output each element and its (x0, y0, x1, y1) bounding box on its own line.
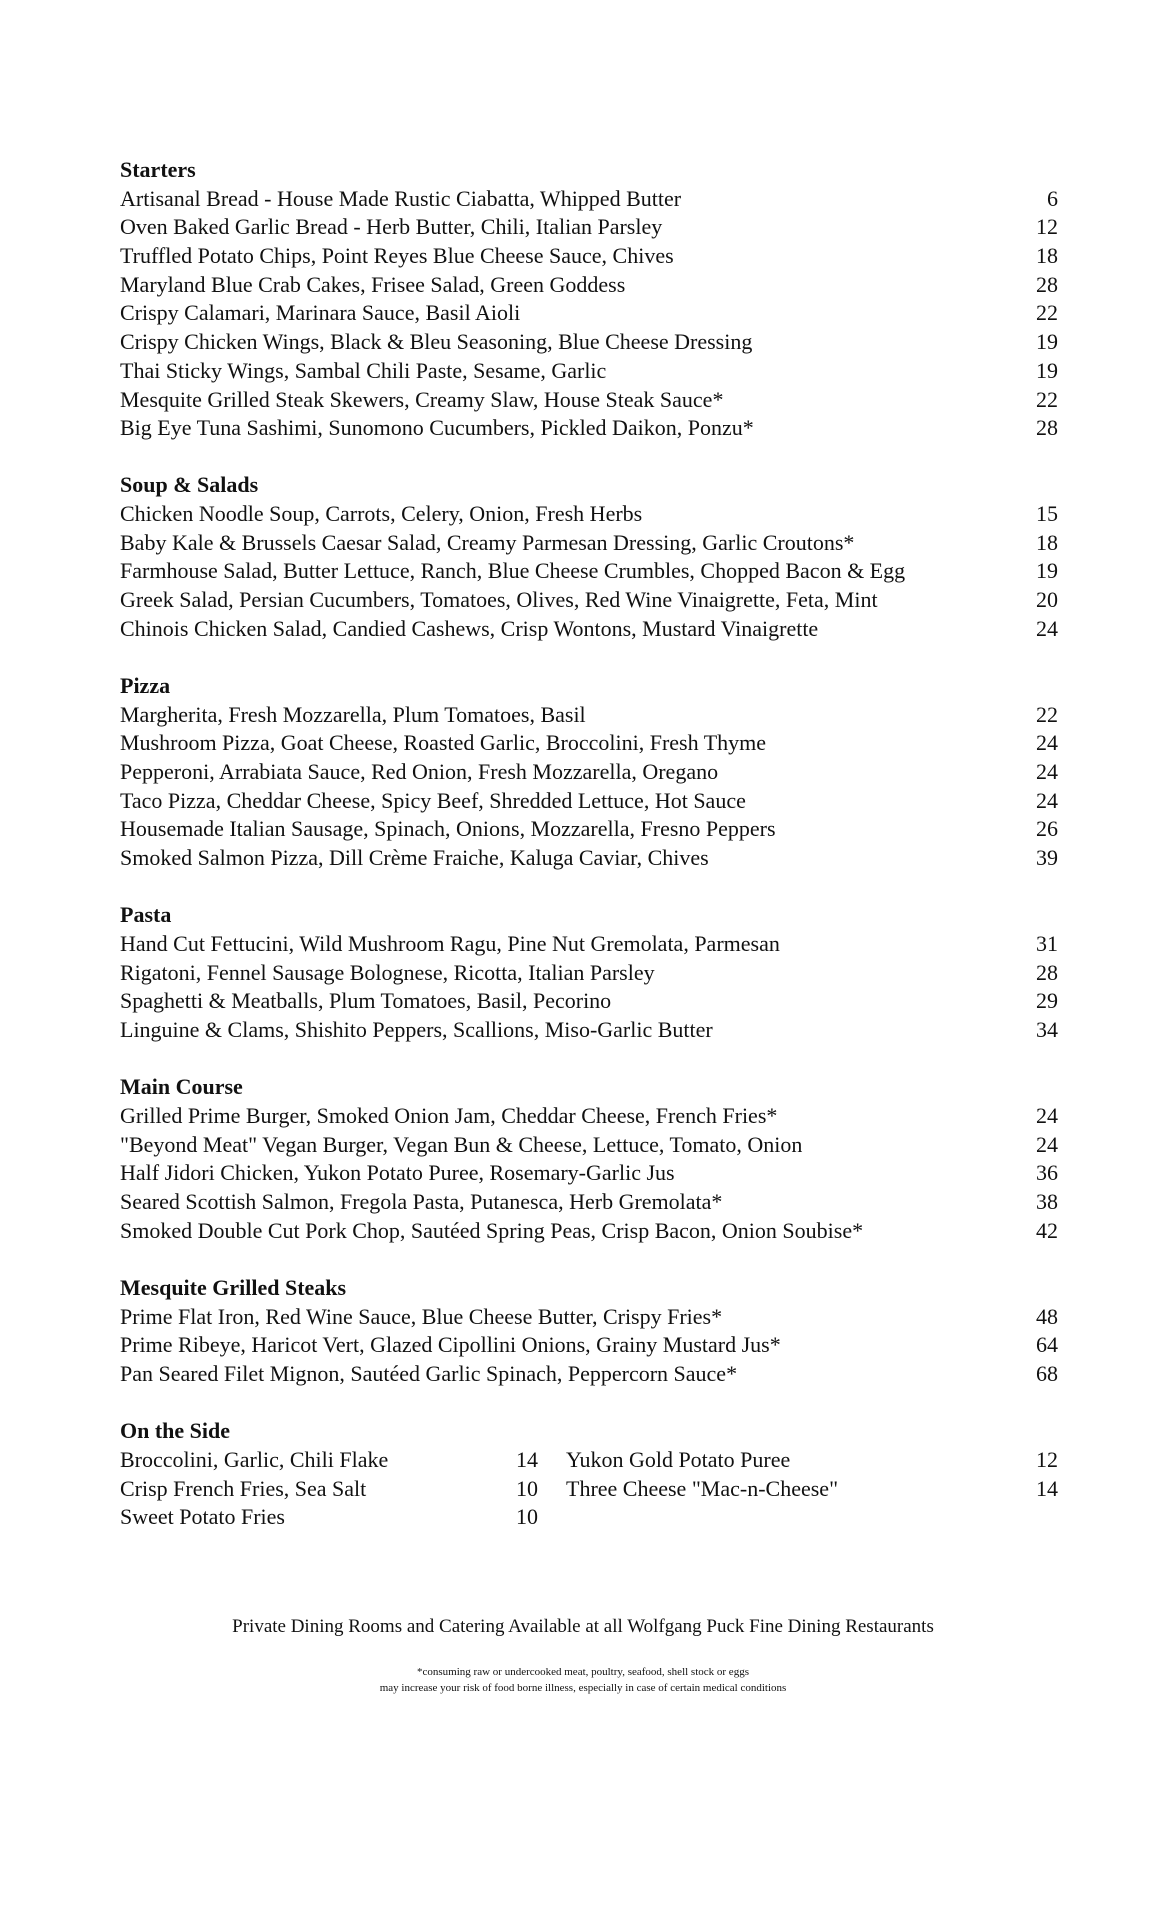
menu-item (120, 815, 1058, 844)
health-disclaimer (0, 1664, 1166, 1696)
menu-item (120, 242, 1058, 271)
sides-left-column (120, 1446, 538, 1532)
menu-item-name: Mesquite Grilled Steak Skewers, Creamy Slaw, House Steak Sauce* (120, 386, 724, 412)
menu-section (120, 156, 1058, 443)
menu-item-name: Big Eye Tuna Sashimi, Sunomono Cucumbers, Pickled Daikon, Ponzu* (120, 415, 754, 441)
menu-item-price: 22 (1036, 300, 1058, 326)
menu-item (120, 1102, 1058, 1131)
menu-item-price: 18 (1036, 243, 1058, 269)
menu-item (120, 185, 1058, 214)
menu-item-price: 48 (1036, 1303, 1058, 1329)
menu-item-name: Chinois Chicken Salad, Candied Cashews, Crisp Wontons, Mustard Vinaigrette (120, 615, 819, 641)
menu-item-name: Half Jidori Chicken, Yukon Potato Puree, Rosemary-Garlic Jus (120, 1160, 675, 1186)
menu-item-price: 24 (1036, 759, 1058, 785)
menu-item-price: 18 (1036, 529, 1058, 555)
menu-item-name: Chicken Noodle Soup, Carrots, Celery, Onion, Fresh Herbs (120, 501, 643, 527)
menu-item (120, 758, 1058, 787)
menu-item-name: Smoked Salmon Pizza, Dill Crème Fraiche, Kaluga Caviar, Chives (120, 845, 709, 871)
menu-item-price: 6 (1047, 185, 1058, 211)
section-title: On the Side (120, 1418, 231, 1444)
menu-item-name: Truffled Potato Chips, Point Reyes Blue Cheese Sauce, Chives (120, 243, 674, 269)
menu-section-sides (120, 1417, 1058, 1532)
menu-item (120, 271, 1058, 300)
section-title: Pizza (120, 673, 171, 698)
menu-item (120, 299, 1058, 328)
menu-item-price: 22 (1036, 386, 1058, 412)
menu-item-name: Prime Ribeye, Haricot Vert, Glazed Cipollini Onions, Grainy Mustard Jus* (120, 1332, 781, 1358)
disclaimer-line-1: *consuming raw or undercooked meat, poultry, seafood, shell stock or eggs (417, 1666, 749, 1678)
menu-item (120, 930, 1058, 959)
menu-item (120, 1331, 1058, 1360)
menu-item-price: 42 (1036, 1217, 1058, 1243)
menu-item-price: 26 (1036, 816, 1058, 842)
side-item-price: 10 (516, 1475, 538, 1501)
menu-item-name: Crispy Chicken Wings, Black & Bleu Seasoning, Blue Cheese Dressing (120, 329, 753, 355)
menu-item-name: Spaghetti & Meatballs, Plum Tomatoes, Basil, Pecorino (120, 988, 612, 1014)
menu-sections (120, 156, 1058, 1389)
menu-item-name: Seared Scottish Salmon, Fregola Pasta, Putanesca, Herb Gremolata* (120, 1189, 723, 1214)
menu-item-name: Margherita, Fresh Mozzarella, Plum Tomatoes, Basil (120, 701, 586, 727)
menu-item-name: Greek Salad, Persian Cucumbers, Tomatoes, Olives, Red Wine Vinaigrette, Feta, Mint (120, 587, 878, 613)
menu-item-name: Linguine & Clams, Shishito Peppers, Scallions, Miso-Garlic Butter (120, 1017, 713, 1043)
menu-item-price: 29 (1036, 988, 1058, 1014)
menu-item-price: 68 (1036, 1360, 1058, 1386)
side-item-name: Yukon Gold Potato Puree (566, 1446, 791, 1472)
menu-item-name: Taco Pizza, Cheddar Cheese, Spicy Beef, Shredded Lettuce, Hot Sauce (120, 787, 746, 813)
side-item-price: 12 (1036, 1446, 1058, 1472)
menu-section (120, 901, 1058, 1044)
side-item (566, 1446, 1058, 1475)
side-item-name: Broccolini, Garlic, Chili Flake (120, 1446, 389, 1472)
menu-item-price: 24 (1036, 787, 1058, 813)
menu-item (120, 787, 1058, 816)
menu-item-price: 15 (1036, 501, 1058, 527)
menu-item-price: 38 (1036, 1189, 1058, 1214)
menu-item-price: 19 (1036, 558, 1058, 584)
menu-item (120, 1016, 1058, 1045)
menu-item-name: Housemade Italian Sausage, Spinach, Onions, Mozzarella, Fresno Peppers (120, 816, 776, 842)
side-item-name: Sweet Potato Fries (120, 1504, 285, 1530)
menu-item-price: 28 (1036, 959, 1058, 985)
menu-item-name: Thai Sticky Wings, Sambal Chili Paste, Sesame, Garlic (120, 357, 607, 383)
menu-item (120, 357, 1058, 386)
menu-item (120, 729, 1058, 758)
menu-item (120, 328, 1058, 357)
menu-item-name: Grilled Prime Burger, Smoked Onion Jam, Cheddar Cheese, French Fries* (120, 1102, 778, 1128)
menu-item (120, 701, 1058, 730)
menu-item (120, 586, 1058, 615)
menu-item-price: 24 (1036, 615, 1058, 641)
menu-item-price: 22 (1036, 701, 1058, 727)
menu-item-price: 19 (1036, 357, 1058, 383)
menu-item-price: 24 (1036, 1102, 1058, 1128)
side-item-price: 10 (516, 1504, 538, 1530)
side-item-price: 14 (1036, 1475, 1058, 1501)
menu-body (120, 156, 1058, 1560)
menu-section (120, 471, 1058, 643)
side-item (566, 1475, 1058, 1504)
menu-item (120, 1303, 1058, 1332)
menu-item-name: Crispy Calamari, Marinara Sauce, Basil Aioli (120, 300, 521, 326)
menu-section (120, 1274, 1058, 1389)
menu-item-name: Maryland Blue Crab Cakes, Frisee Salad, Green Goddess (120, 271, 626, 297)
menu-item (120, 1159, 1058, 1188)
menu-item (120, 529, 1058, 558)
menu-item-price: 34 (1036, 1017, 1058, 1043)
side-item-name: Three Cheese "Mac-n-Cheese" (566, 1475, 839, 1501)
menu-item-price: 24 (1036, 1131, 1058, 1157)
menu-item-price: 36 (1036, 1160, 1058, 1186)
menu-section (120, 1073, 1058, 1245)
menu-item (120, 615, 1058, 644)
sides-columns (120, 1446, 1058, 1532)
menu-item-name: Mushroom Pizza, Goat Cheese, Roasted Garlic, Broccolini, Fresh Thyme (120, 730, 767, 756)
menu-item (120, 386, 1058, 415)
menu-item (120, 1360, 1058, 1389)
menu-item (120, 500, 1058, 529)
menu-item-price: 64 (1036, 1332, 1058, 1358)
private-dining-note: Private Dining Rooms and Catering Available at all Wolfgang Puck Fine Dining Restaurants (232, 1616, 934, 1637)
menu-item (120, 987, 1058, 1016)
menu-item-name: Prime Flat Iron, Red Wine Sauce, Blue Cheese Butter, Crispy Fries* (120, 1303, 723, 1329)
menu-item-price: 31 (1036, 931, 1058, 956)
menu-section (120, 672, 1058, 873)
section-title: Main Course (120, 1074, 243, 1100)
menu-item-name: Pepperoni, Arrabiata Sauce, Red Onion, Fresh Mozzarella, Oregano (120, 759, 719, 785)
sides-right-column (566, 1446, 1058, 1532)
menu-item-price: 28 (1036, 415, 1058, 441)
menu-item (120, 414, 1058, 443)
menu-item (120, 1217, 1058, 1246)
menu-item-price: 20 (1036, 587, 1058, 613)
menu-item (120, 1131, 1058, 1160)
menu-item (120, 213, 1058, 242)
side-item-name: Crisp French Fries, Sea Salt (120, 1475, 367, 1501)
menu-item-price: 39 (1036, 845, 1058, 871)
menu-item-name: Farmhouse Salad, Butter Lettuce, Ranch, Blue Cheese Crumbles, Chopped Bacon & Egg (120, 558, 906, 584)
side-item (120, 1475, 538, 1504)
menu-item-name: Pan Seared Filet Mignon, Sautéed Garlic Spinach, Peppercorn Sauce* (120, 1360, 738, 1386)
section-title: Soup & Salads (120, 472, 259, 498)
section-title: Starters (120, 157, 196, 182)
section-title: Mesquite Grilled Steaks (120, 1274, 347, 1300)
side-item (120, 1503, 538, 1532)
menu-item-name: Rigatoni, Fennel Sausage Bolognese, Ricotta, Italian Parsley (120, 959, 655, 985)
menu-item (120, 844, 1058, 873)
menu-item-name: Hand Cut Fettucini, Wild Mushroom Ragu, Pine Nut Gremolata, Parmesan (120, 931, 780, 956)
menu-item (120, 557, 1058, 586)
menu-item-name: "Beyond Meat" Vegan Burger, Vegan Bun & Cheese, Lettuce, Tomato, Onion (120, 1131, 803, 1157)
menu-item-name: Oven Baked Garlic Bread - Herb Butter, Chili, Italian Parsley (120, 214, 663, 240)
menu-item-name: Baby Kale & Brussels Caesar Salad, Creamy Parmesan Dressing, Garlic Croutons* (120, 529, 855, 555)
menu-item (120, 959, 1058, 988)
menu-item-price: 24 (1036, 730, 1058, 756)
section-title: Pasta (120, 902, 172, 928)
menu-item-price: 19 (1036, 329, 1058, 355)
disclaimer-line-2: may increase your risk of food borne illness, especially in case of certain medical conditions (379, 1682, 787, 1694)
menu-item-name: Artisanal Bread - House Made Rustic Ciabatta, Whipped Butter (120, 185, 682, 211)
menu-item-price: 28 (1036, 271, 1058, 297)
menu-item (120, 1188, 1058, 1217)
side-item (120, 1446, 538, 1475)
menu-item-price: 12 (1036, 214, 1058, 240)
menu-item-name: Smoked Double Cut Pork Chop, Sautéed Spring Peas, Crisp Bacon, Onion Soubise* (120, 1217, 864, 1243)
side-item-price: 14 (516, 1446, 538, 1472)
